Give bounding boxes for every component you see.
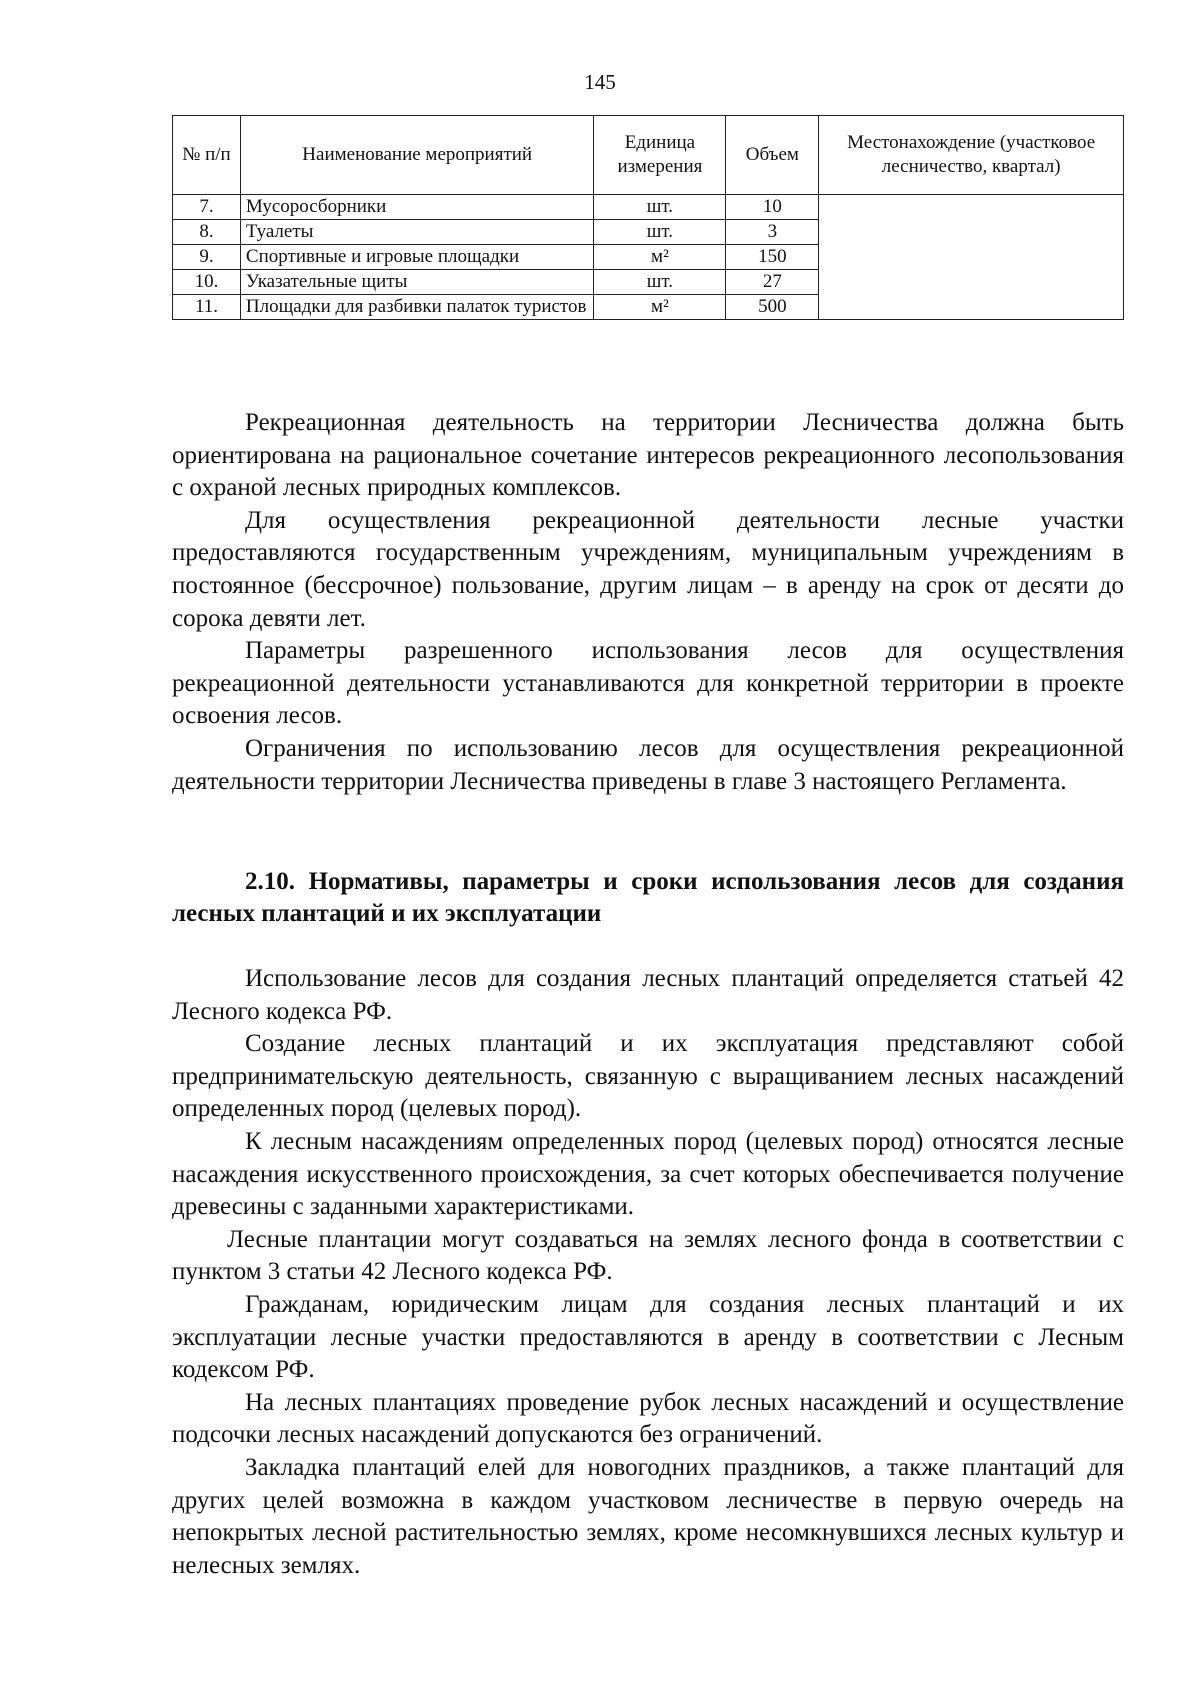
header-unit: Единица измерения <box>594 116 726 195</box>
paragraph: Создание лесных плантаций и их эксплуатация представляют собой предпринимательскую деятельность, связанную с выращиванием лесных насаждений определенных пород (целевых пород). <box>172 1030 1124 1123</box>
paragraph: К лесным насаждениям определенных пород (целевых пород) относятся лесные насаждения искусственного происхождения, за счет которых обеспечивается получение древесины с заданными характеристиками. <box>172 1127 1124 1221</box>
row-volume: 150 <box>726 245 819 270</box>
row-unit: м² <box>594 295 726 320</box>
plantations-section <box>172 963 1124 1582</box>
paragraph: Лесные плантации могут создаваться на землях лесного фонда в соответствии с пунктом 3 статьи 42 Лесного кодекса РФ. <box>172 1225 1124 1286</box>
row-unit: шт. <box>594 270 726 295</box>
row-num: 10. <box>173 270 241 295</box>
paragraph: Ограничения по использованию лесов для осуществления рекреационной деятельности территории Лесничества приведены в главе 3 настоящего Регламента. <box>172 734 1124 795</box>
row-name: Туалеты <box>240 220 594 245</box>
row-unit: шт. <box>594 220 726 245</box>
row-num: 9. <box>173 245 241 270</box>
header-volume: Объем <box>726 116 819 195</box>
page-number: 145 <box>584 70 616 94</box>
row-volume: 3 <box>726 220 819 245</box>
header-location: Местонахождение (участковое лесничество, квартал) <box>819 116 1124 195</box>
recreation-section <box>172 407 1124 798</box>
row-name: Площадки для разбивки палаток туристов <box>240 295 594 320</box>
paragraph: Параметры разрешенного использования лесов для осуществления рекреационной деятельности устанавливаются для конкретной территории в проекте освоения лесов. <box>172 637 1124 730</box>
row-num: 7. <box>173 195 241 220</box>
paragraph: Гражданам, юридическим лицам для создания лесных плантаций и их эксплуатации лесные участки предоставляются в аренду в соответствии с Лесным кодексом РФ. <box>172 1290 1124 1384</box>
paragraph: Использование лесов для создания лесных плантаций определяется статьей 42 Лесного кодекса РФ. <box>172 965 1124 1025</box>
table-header-row <box>173 116 1124 195</box>
row-unit: шт. <box>594 195 726 220</box>
paragraph: Закладка плантаций елей для новогодних праздников, а также плантаций для других целей возможна в каждом участковом лесничестве в первую очередь на непокрытых лесной растительностью землях, кроме несомкнувшихся лесных культур и нелесных землях. <box>172 1453 1124 1579</box>
header-name: Наименование мероприятий <box>240 116 594 195</box>
paragraph: На лесных плантациях проведение рубок лесных насаждений и осуществление подсочки лесных насаждений допускаются без ограничений. <box>172 1388 1124 1449</box>
table-row <box>173 195 1124 220</box>
paragraph: Для осуществления рекреационной деятельности лесные участки предоставляются государственным учреждениям, муниципальным учреждениям в постоянное (бессрочное) пользование, другим лицам – в аренду на срок от десяти до сорока девяти лет. <box>172 506 1124 632</box>
measures-table <box>172 115 1124 320</box>
row-volume: 500 <box>726 295 819 320</box>
header-num: № п/п <box>173 116 241 195</box>
paragraph: Рекреационная деятельность на территории Лесничества должна быть ориентирована на рациональное сочетание интересов рекреационного лесопользования с охраной лесных природных комплексов. <box>172 409 1124 502</box>
row-volume: 10 <box>726 195 819 220</box>
row-volume: 27 <box>726 270 819 295</box>
row-unit: м² <box>594 245 726 270</box>
row-num: 8. <box>173 220 241 245</box>
row-name: Мусоросборники <box>240 195 594 220</box>
row-name: Спортивные и игровые площадки <box>240 245 594 270</box>
row-num: 11. <box>173 295 241 320</box>
section-heading: 2.10. Нормативы, параметры и сроки использования лесов для создания лесных плантаций и их эксплуатации <box>172 868 1124 927</box>
location-cell <box>819 195 1124 320</box>
row-name: Указательные щиты <box>240 270 594 295</box>
